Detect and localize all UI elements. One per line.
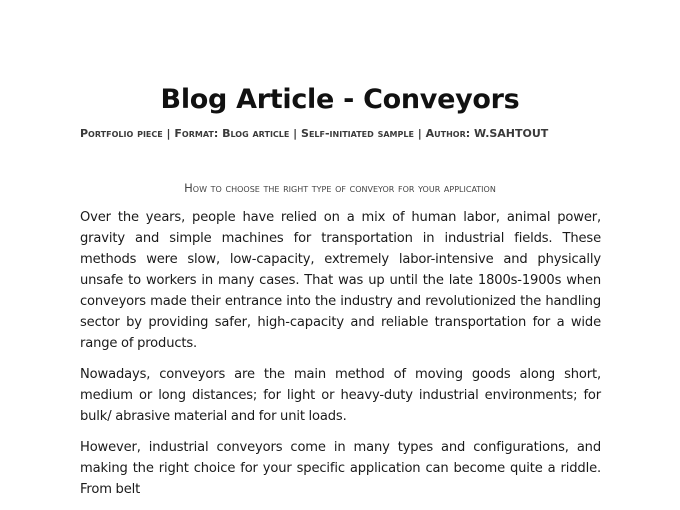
article-title: Blog Article - Conveyors	[160, 84, 520, 115]
article-subheading: How to choose the right type of conveyor for your application	[184, 181, 496, 195]
article-body	[80, 207, 601, 510]
paragraph: However, industrial conveyors come in many types and configurations, and making the right choice for your specific application can become quite a riddle. From belt	[80, 440, 601, 497]
paragraph: Over the years, people have relied on a mix of human labor, animal power, gravity and simple machines for transportation in industrial fields. These methods were slow, low-capacity, extremely labor-intensive and physically unsafe to workers in many cases. That was up until the late 1800s-1900s when conveyors made their entrance into the industry and revolutionized the handling sector by providing safer, high-capacity and reliable transportation for a wide range of products.	[80, 210, 601, 351]
article-meta: Portfolio piece | Format: Blog article | Self-initiated sample | Author: W.SAHTOUT	[80, 127, 549, 140]
paragraph: Nowadays, conveyors are the main method of moving goods along short, medium or long distances; for light or heavy-duty industrial environments; for bulk/ abrasive material and for unit loads.	[80, 367, 601, 424]
